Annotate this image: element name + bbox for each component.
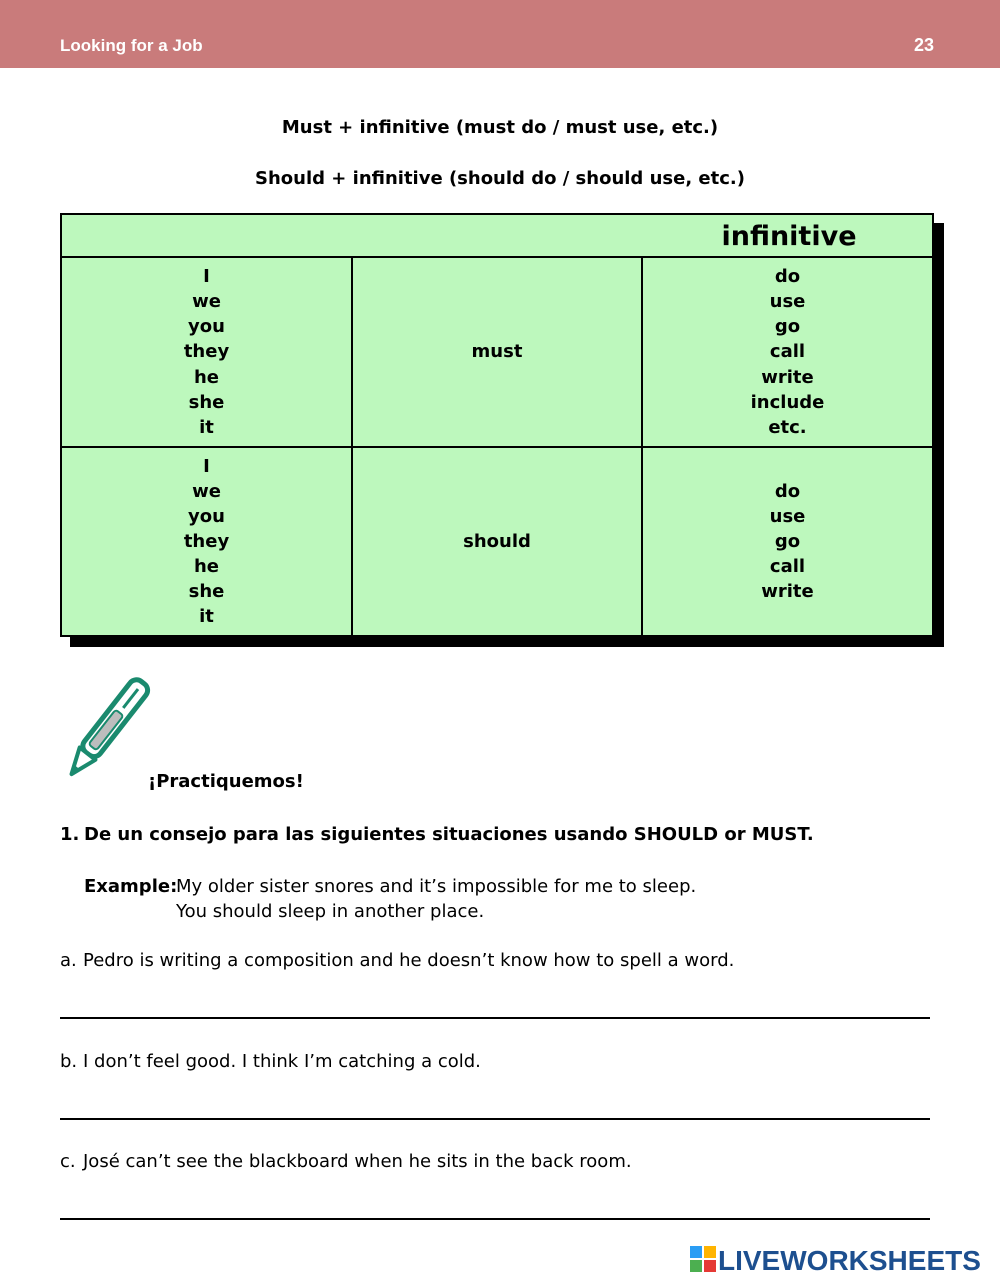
subject-pronoun: you	[188, 505, 225, 527]
infinitive-verb: do	[774, 266, 801, 288]
exercise-item-c	[60, 1151, 632, 1172]
infinitive-verb: include	[750, 391, 825, 413]
item-text: Pedro is writing a composition and he doesn’t know how to spell a word.	[83, 950, 735, 971]
verbs-cell-must	[643, 258, 932, 446]
subject-pronoun: I	[203, 455, 210, 477]
infinitive-verb: go	[774, 316, 801, 338]
subject-pronoun: it	[199, 416, 214, 438]
subject-pronoun: she	[188, 581, 225, 603]
subject-pronoun: I	[203, 266, 210, 288]
subject-pronoun: we	[192, 480, 221, 502]
answer-line-a[interactable]	[60, 1017, 930, 1019]
subject-pronoun: we	[192, 291, 221, 313]
infinitive-verb: write	[761, 581, 814, 603]
grammar-table	[60, 213, 934, 637]
infinitive-verb: go	[774, 530, 801, 552]
practice-label: ¡Practiquemos!	[148, 771, 304, 792]
answer-line-b[interactable]	[60, 1118, 930, 1120]
item-letter: c.	[60, 1151, 76, 1172]
subject-pronoun: you	[188, 316, 225, 338]
subjects-cell-must	[62, 258, 351, 446]
example-line: You should sleep in another place.	[176, 901, 485, 922]
pen-icon	[58, 668, 154, 796]
subject-pronoun: she	[188, 391, 225, 413]
header-title: Looking for a Job	[60, 36, 203, 55]
infinitive-verb: use	[769, 291, 806, 313]
table-grid	[60, 213, 934, 637]
subject-pronoun: it	[199, 606, 214, 628]
modal-cell-must	[353, 258, 641, 446]
infinitive-verb: write	[761, 366, 814, 388]
liveworksheets-brand: LIVEWORKSHEETS	[718, 1245, 981, 1276]
infinitive-verb: call	[769, 556, 806, 578]
subject-pronoun: he	[193, 556, 220, 578]
exercise-item-b	[60, 1051, 481, 1072]
item-text: José can’t see the blackboard when he sits in the back room.	[83, 1151, 632, 1172]
modal-verb: should	[463, 530, 531, 552]
exercise-instruction-text: De un consejo para las siguientes situaciones usando SHOULD or MUST.	[84, 824, 814, 845]
modal-verb: must	[471, 341, 523, 363]
answer-line-c[interactable]	[60, 1218, 930, 1220]
liveworksheets-logo	[690, 1245, 981, 1279]
should-rule-heading: Should + infinitive (should do / should use, etc.)	[255, 168, 745, 189]
subjects-cell-should	[62, 448, 351, 635]
page-header	[0, 0, 1000, 68]
item-letter: a.	[60, 950, 77, 971]
modal-cell-should	[353, 448, 641, 635]
infinitive-verb: call	[769, 341, 806, 363]
item-text: I don’t feel good. I think I’m catching a cold.	[83, 1051, 481, 1072]
subject-pronoun: they	[183, 530, 230, 552]
page-number: 23	[913, 35, 934, 55]
subject-pronoun: he	[193, 366, 220, 388]
liveworksheets-logo-icon	[690, 1246, 716, 1279]
item-letter: b.	[60, 1051, 78, 1072]
infinitive-verb: etc.	[768, 416, 807, 438]
example-block	[84, 874, 696, 924]
exercise-number: 1.	[60, 824, 80, 845]
subject-pronoun: they	[183, 341, 230, 363]
exercise-instruction	[60, 824, 814, 845]
must-rule-heading: Must + infinitive (must do / must use, etc.)	[281, 117, 719, 138]
example-line: My older sister snores and it’s impossible for me to sleep.	[176, 876, 697, 897]
verbs-cell-should	[643, 448, 932, 635]
example-label: Example:	[84, 876, 178, 897]
infinitive-verb: do	[774, 480, 801, 502]
exercise-item-a	[60, 950, 734, 971]
infinitive-column-header: infinitive	[721, 221, 857, 252]
infinitive-verb: use	[769, 505, 806, 527]
